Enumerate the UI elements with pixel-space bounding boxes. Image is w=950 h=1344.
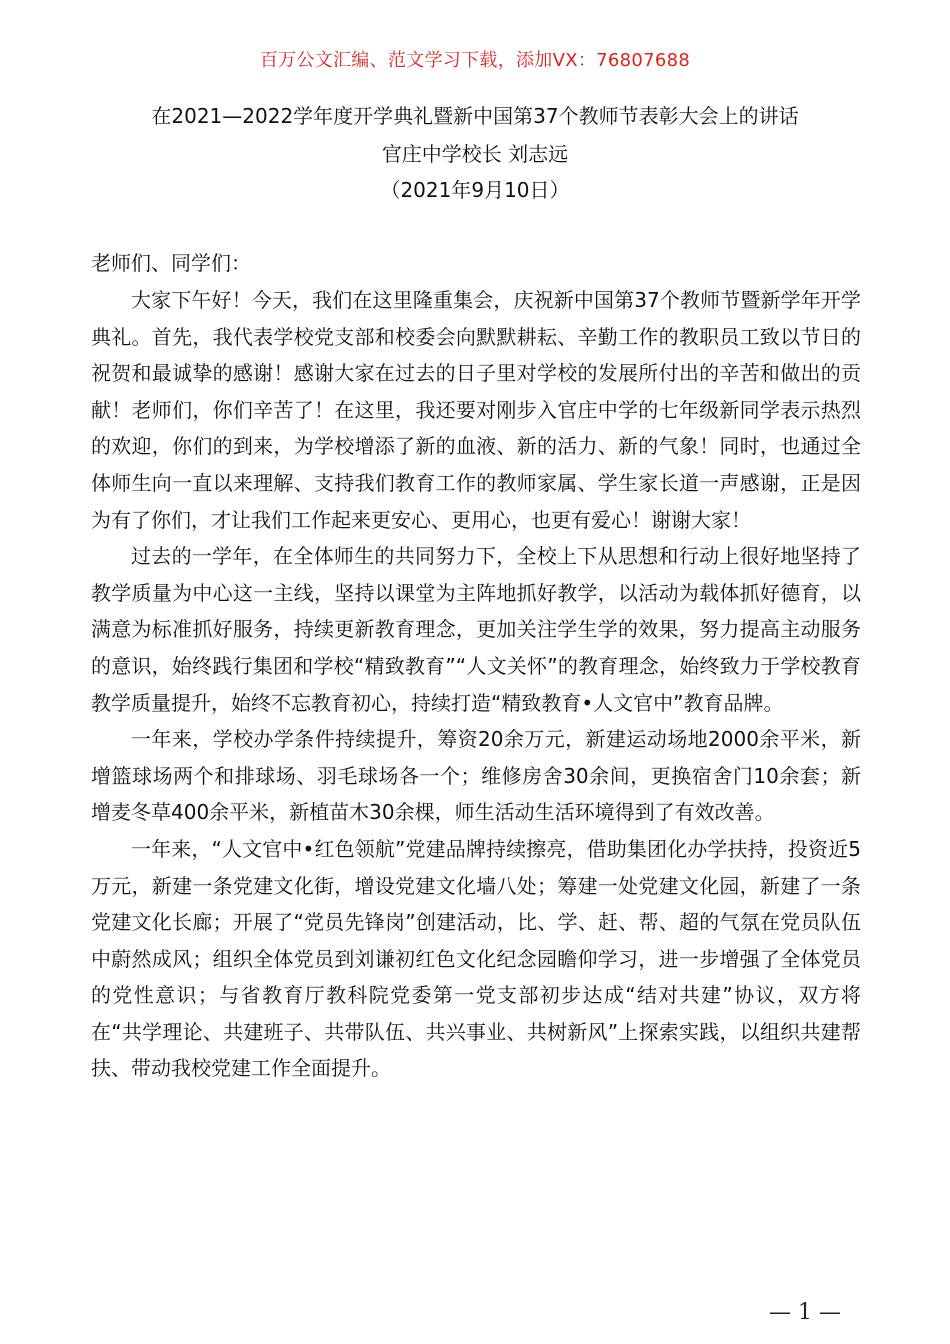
document-body (91, 282, 861, 1087)
paragraph-3: 一年来，学校办学条件持续提升，筹资20余万元，新建运动场地2000余平米，新增篮球场两个和排球场、羽毛球场各一个；维修房舍30余间，更换宿舍门10余套；新增麦冬草400余平米，新植苗木30余棵，师生活动生活环境得到了有效改善。 (91, 727, 861, 825)
document-author: 官庄中学校长 刘志远 (381, 142, 569, 166)
salutation: 老师们、同学们： (91, 251, 251, 275)
paragraph-1: 大家下午好！今天，我们在这里隆重集会，庆祝新中国第37个教师节暨新学年开学典礼。首先，我代表学校党支部和校委会向默默耕耘、辛勤工作的教职员工致以节日的祝贺和最诚挚的感谢！感谢大家在过去的日子里对学校的发展所付出的辛苦和做出的贡献！老师们，你们辛苦了！在这里，我还要对刚步入官庄中学的七年级新同学表示热烈的欢迎，你们的到来，为学校增添了新的血液、新的活力、新的气象！同时，也通过全体师生向一直以来理解、支持我们教育工作的教师家属、学生家长道一声感谢，正是因为有了你们，才让我们工作起来更安心、更用心，也更有爱心！谢谢大家！ (91, 288, 861, 532)
watermark-banner: 百万公文汇编、范文学习下载，添加VX：76807688 (259, 50, 691, 71)
paragraph-4: 一年来，“人文官中•红色领航”党建品牌持续擦亮，借助集团化办学扶持，投资近5万元，新建一条党建文化街，增设党建文化墙八处；筹建一处党建文化园，新建了一条党建文化长廊；开展了“党员先锋岗”创建活动，比、学、赶、帮、超的气氛在党员队伍中蔚然成风；组织全体党员到刘谦初红色文化纪念园瞻仰学习，进一步增强了全体党员的党性意识；与省教育厅教科院党委第一党支部初步达成“结对共建”协议，双方将在“共学理论、共建班子、共带队伍、共兴事业、共树新风”上探索实践，以组织共建帮扶、带动我校党建工作全面提升。 (91, 836, 861, 1081)
document-date: （2021年9月10日） (380, 178, 570, 202)
page-number: — 1 — (769, 1300, 841, 1325)
paragraph-2: 过去的一学年，在全体师生的共同努力下，全校上下从思想和行动上很好地坚持了教学质量为中心这一主线，坚持以课堂为主阵地抓好教学，以活动为载体抓好德育，以满意为标准抓好服务，持续更新教育理念，更加关注学生学的效果，努力提高主动服务的意识，始终践行集团和学校“精致教育”“人文关怀”的教育理念，始终致力于学校教育教学质量提升，始终不忘教育初心，持续打造“精致教育•人文官中”教育品牌。 (91, 544, 861, 715)
document-title: 在2021—2022学年度开学典礼暨新中国第37个教师节表彰大会上的讲话 (151, 104, 799, 128)
